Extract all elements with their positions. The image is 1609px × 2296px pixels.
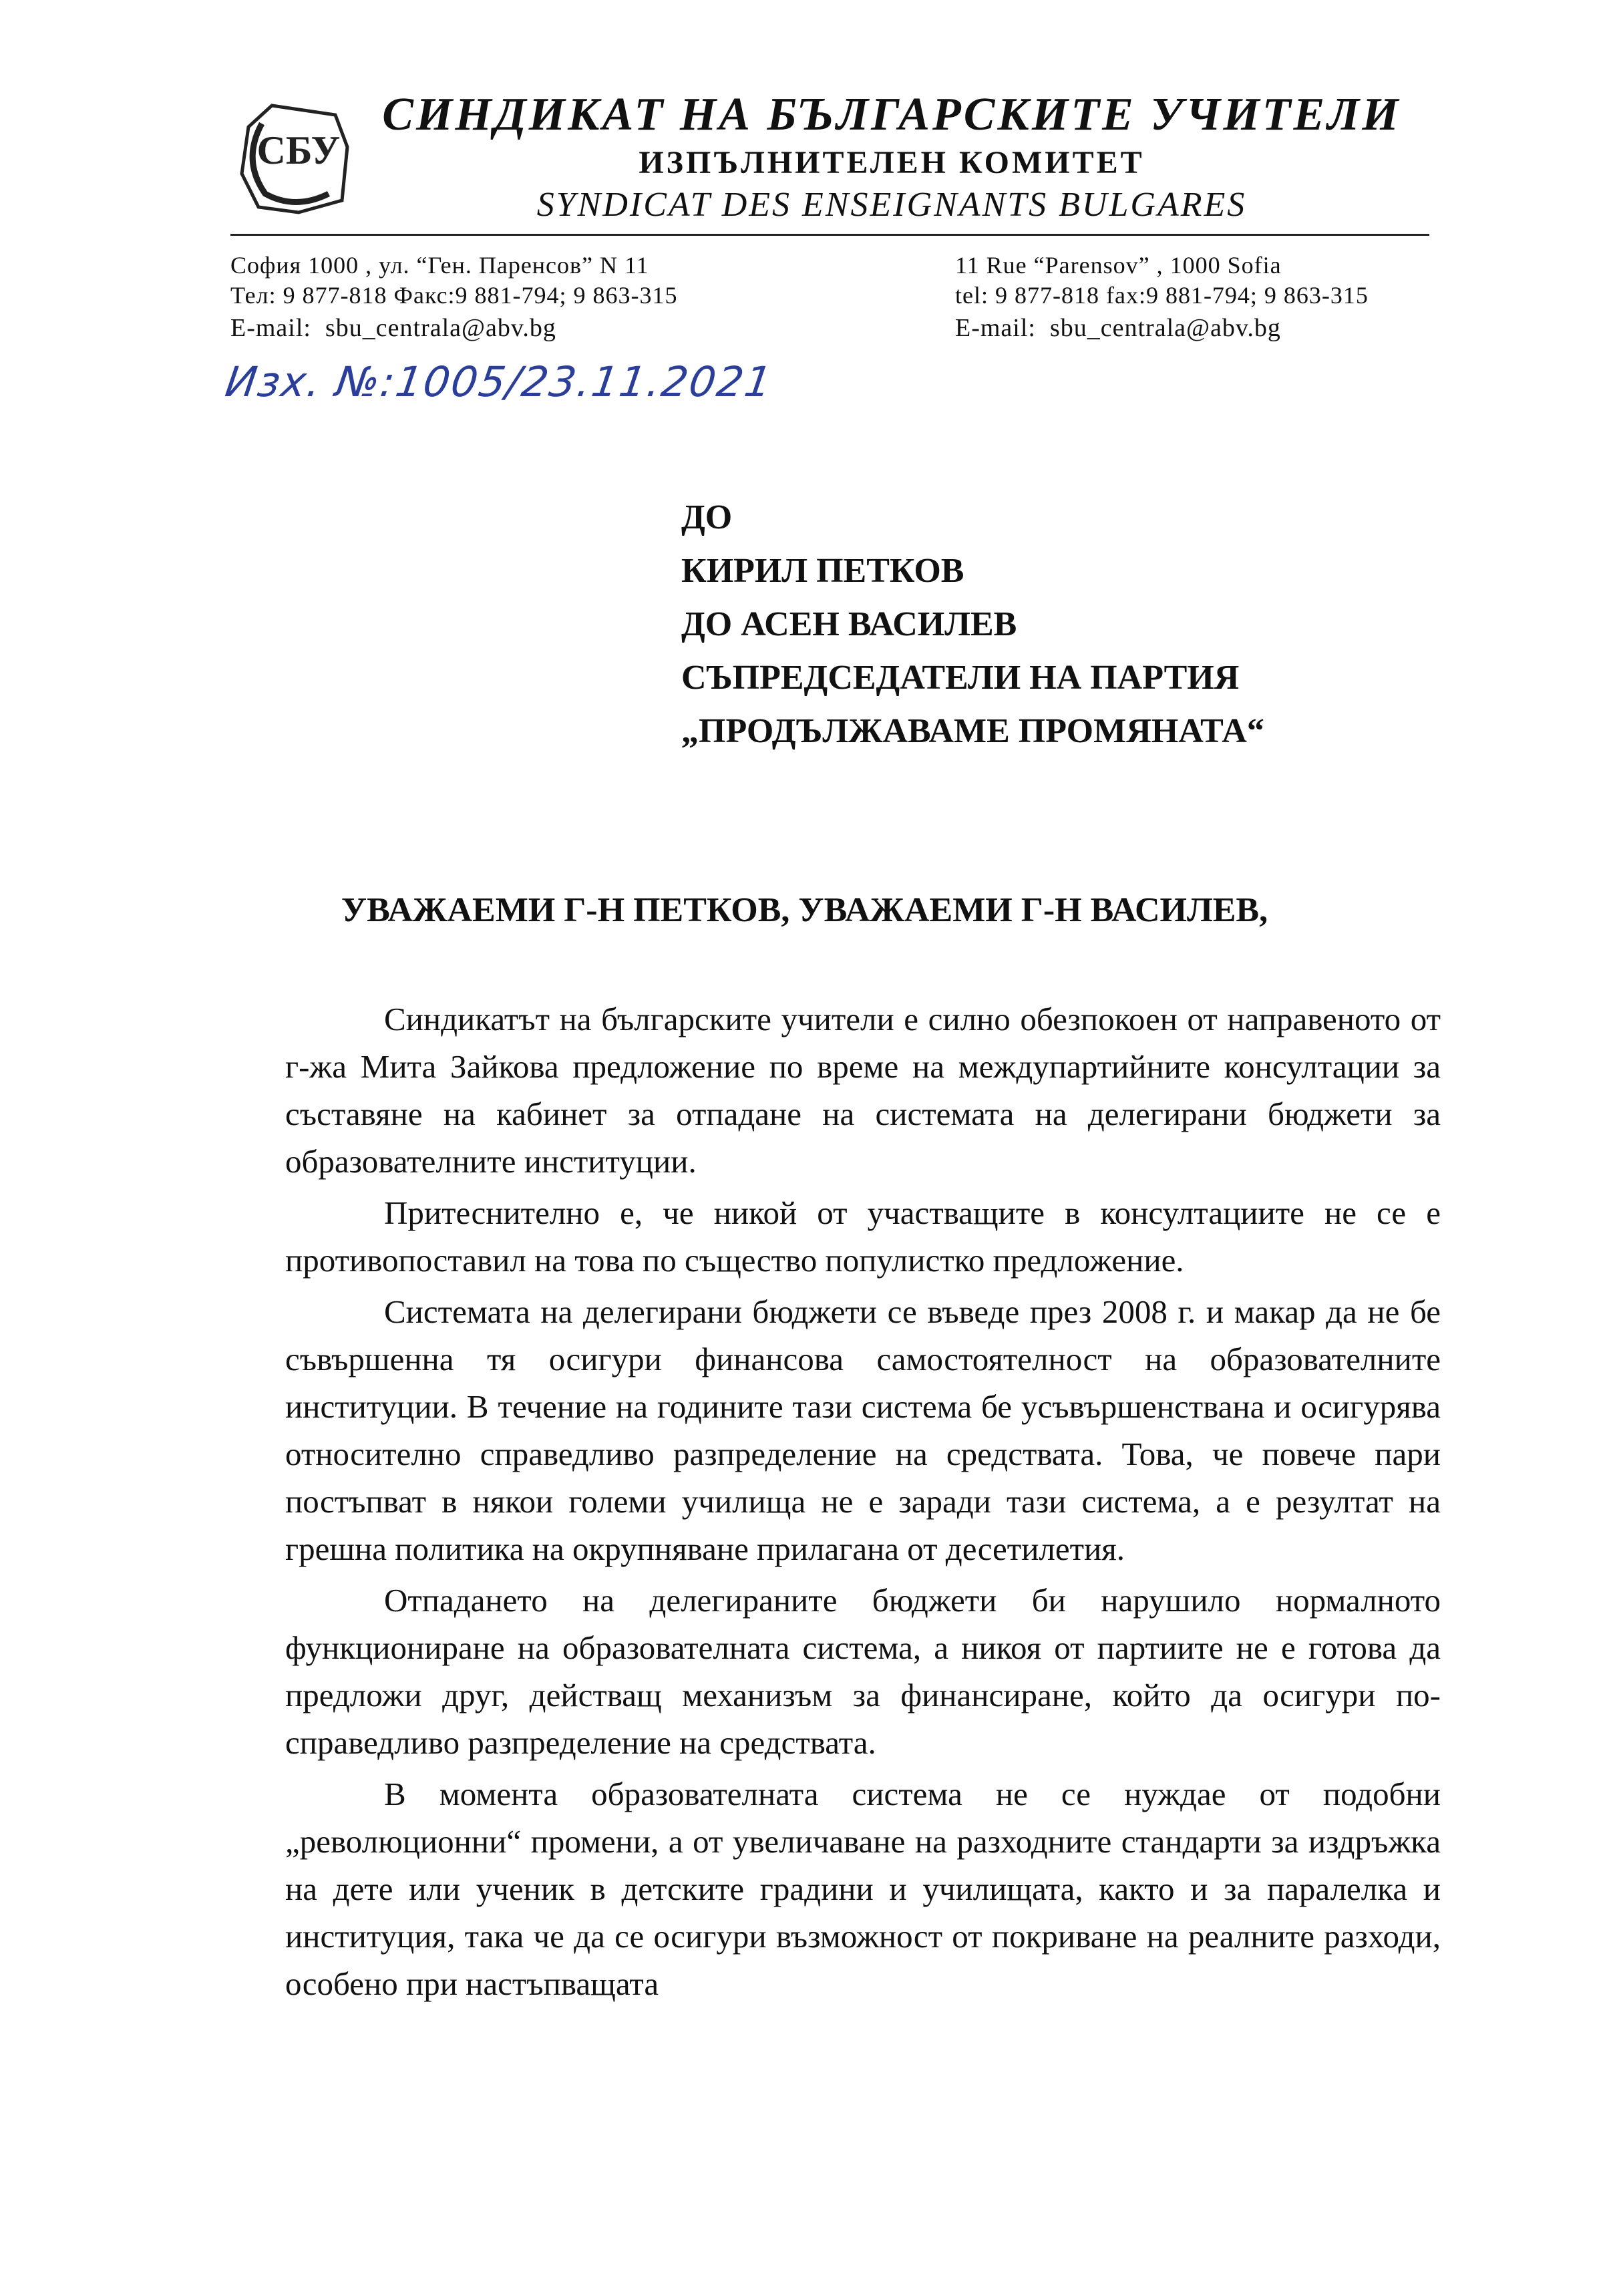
email-label: E-mail: [955,314,1036,342]
contact-fr [955,251,1369,343]
org-name-bg: СИНДИКАТ НА БЪЛГАРСКИТЕ УЧИТЕЛИ [382,89,1401,140]
addressee-line: ДО [681,498,733,536]
phone-fr: tel: 9 877-818 fax:9 881-794; 9 863-315 [955,282,1369,309]
paragraph: Синдикатът на българските учители е силно обезпокоен от направеното от г-жа Мита Зайкова предложение по време на междупартийните консултации за съставяне на кабинет за отпадане на системата на делегирани бюджети за образователните институции. [285,1001,1441,1180]
logo-letters: СБУ [256,128,341,172]
paragraph: Системата на делегирани бюджети се въведе през 2008 г. и макар да не бе съвършенна тя осигури финансова самостоятелност на образователните институции. В течение на годините тази система бе усъвършенствана и осигурява относително справедливо разпределение на средствата. Това, че повече пари постъпват в някои големи училища не е заради тази система, а е резултат на грешна политика на окрупняване прилагана от десетилетия. [285,1293,1441,1567]
email-fr [955,313,1369,343]
header-divider [230,234,1429,236]
committee-name: ИЗПЪЛНИТЕЛЕН КОМИТЕТ [639,145,1145,180]
addressee-line: „ПРОДЪЛЖАВАМЕ ПРОМЯНАТА“ [681,712,1264,750]
salutation: УВАЖАЕМИ Г-Н ПЕТКОВ, УВАЖАЕМИ Г-Н ВАСИЛЕВ, [341,891,1268,929]
addressee-line: ДО АСЕН ВАСИЛЕВ [681,605,1017,643]
address-fr: 11 Rue “Parensov” , 1000 Sofia [955,252,1282,279]
email-address: sbu_centrala@abv.bg [325,314,556,342]
email-label: E-mail: [230,314,311,342]
addressee-block [681,491,1264,758]
addressee-line: СЪПРЕДСЕДАТЕЛИ НА ПАРТИЯ [681,659,1240,697]
paragraph: В момента образователната система не се нуждае от подобни „революционни“ промени, а от увеличаване на разходните стандарти за издръжка на дете или ученик в детските градини и училищата, както и за паралелка и институция, така че да се осигури възможност от покриване на реалните разходи, особено при настъпващата [285,1776,1441,2002]
email-bg [230,313,678,343]
letter-body [285,995,1441,2011]
address-bg: София 1000 , ул. “Ген. Паренсов” N 11 [230,252,649,279]
paragraph: Притеснително е, че никой от участващите в консултациите не се е противопоставил на това по същество популистко предложение. [285,1194,1441,1279]
handwritten-reference-number: Изх. №:1005/23.11.2021 [222,357,776,406]
addressee-line: КИРИЛ ПЕТКОВ [681,552,964,590]
org-name-fr: SYNDICAT DES ENSEIGNANTS BULGARES [536,186,1247,224]
paragraph: Отпадането на делегираните бюджети би нарушило нормалното функциониране на образователната система, а никоя от партиите не е готова да предложи друг, действащ механизъм за финансиране, който да осигури по-справедливо разпределение на средствата. [285,1582,1441,1761]
letterhead [374,87,1409,227]
phone-bg: Тел: 9 877-818 Факс:9 881-794; 9 863-315 [230,282,678,309]
email-address: sbu_centrala@abv.bg [1049,314,1281,342]
union-logo [235,100,352,217]
contact-bg [230,251,678,343]
